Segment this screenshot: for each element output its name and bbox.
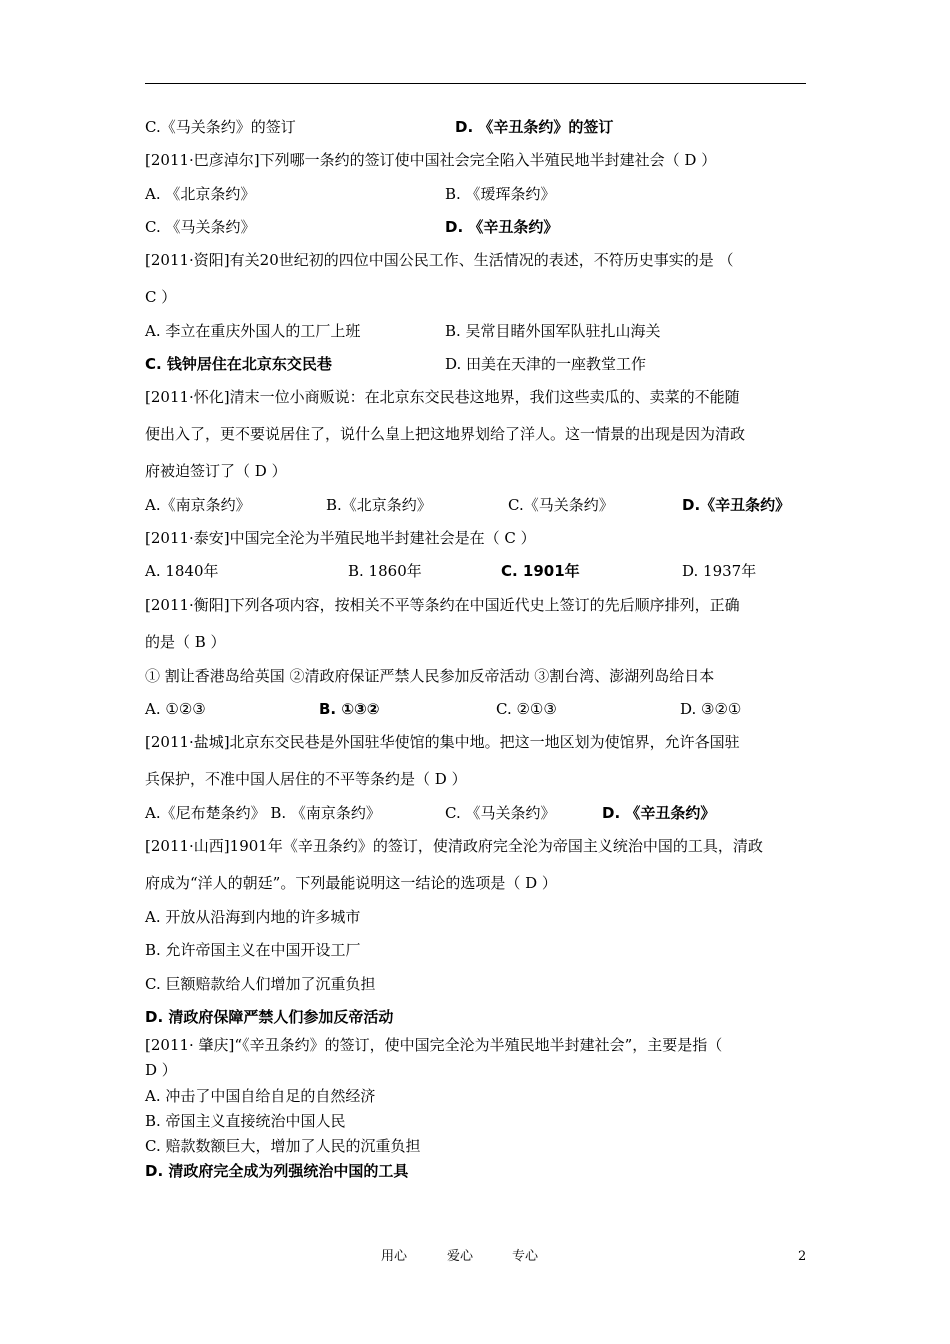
line-segment: A.《尼布楚条约》 B. 《南京条约》: [145, 804, 381, 822]
line-segment: A.《南京条约》: [145, 496, 251, 514]
line-segment: B. 吴常目睹外国军队驻扎山海关: [445, 322, 661, 340]
line-segment: C. 《马关条约》: [445, 804, 556, 822]
line-segment: C.《马关条约》: [508, 496, 614, 514]
line-segment: [2011·巴彦淖尔]下列哪一条约的签订使中国社会完全陷入半殖民地半封建社会（ D ）: [145, 151, 717, 169]
footer-slogan-1: 用心: [381, 1249, 408, 1264]
line-segment: B. 1860年: [348, 562, 422, 580]
line-segment: [2011· 肇庆]“《辛丑条约》的签订，使中国完全沦为半殖民地半封建社会”，主要是指（: [145, 1036, 723, 1054]
line-segment: C. 巨额赔款给人们增加了沉重负担: [145, 975, 376, 993]
line-segment: 府被迫签订了（ D ）: [145, 462, 287, 480]
line-segment: A. 开放从沿海到内地的许多城市: [145, 908, 361, 926]
answer-text: D. 《辛丑条约》的签订: [455, 118, 614, 136]
line-segment: 兵保护，不准中国人居住的不平等条约是（ D ）: [145, 770, 467, 788]
line-segment: A. ①②③: [145, 700, 206, 718]
line-segment: D ）: [145, 1061, 177, 1079]
line-segment: [2011·盐城]北京东交民巷是外国驻华使馆的集中地。把这一地区划为使馆界，允许各国驻: [145, 733, 740, 751]
answer-text: D. 《辛丑条约》: [445, 218, 559, 236]
line-segment: D. 1937年: [682, 562, 757, 580]
line-segment: C. ②①③: [496, 700, 557, 718]
line-segment: 府成为“洋人的朝廷”。下列最能说明这一结论的选项是（ D ）: [145, 874, 557, 892]
line-segment: C.《马关条约》的签订: [145, 118, 296, 136]
line-segment: [2011·怀化]清末一位小商贩说：在北京东交民巷这地界，我们这些卖瓜的、卖菜的不能随: [145, 388, 740, 406]
answer-text: D.《辛丑条约》: [682, 496, 791, 514]
answer-text: C. 钱钟居住在北京东交民巷: [145, 355, 332, 373]
line-segment: C. 赔款数额巨大，增加了人民的沉重负担: [145, 1137, 421, 1155]
line-segment: B. 允许帝国主义在中国开设工厂: [145, 941, 361, 959]
line-segment: 便出入了，更不要说居住了，说什么皇上把这地界划给了洋人。这一情景的出现是因为清政: [145, 425, 746, 443]
line-segment: D. ③②①: [680, 700, 742, 718]
answer-text: D. 《辛丑条约》: [602, 804, 716, 822]
line-segment: B. 帝国主义直接统治中国人民: [145, 1112, 346, 1130]
footer-slogan-3: 专心: [512, 1249, 539, 1264]
line-segment: B. 《瑷珲条约》: [445, 185, 556, 203]
line-segment: C. 《马关条约》: [145, 218, 256, 236]
line-segment: B.《北京条约》: [326, 496, 432, 514]
line-segment: D. 田美在天津的一座教堂工作: [445, 355, 647, 373]
header-rule: [145, 83, 806, 84]
line-segment: C ）: [145, 288, 177, 306]
answer-text: C. 1901年: [501, 562, 580, 580]
line-segment: A. 《北京条约》: [145, 185, 256, 203]
line-segment: [2011·山西]1901年《辛丑条约》的签订，使清政府完全沦为帝国主义统治中国的工具，清政: [145, 837, 763, 855]
line-segment: [2011·衡阳]下列各项内容，按相关不平等条约在中国近代史上签订的先后顺序排列，正确: [145, 596, 740, 614]
answer-text: D. 清政府保障严禁人们参加反帝活动: [145, 1008, 394, 1026]
line-segment: [2011·资阳]有关20世纪初的四位中国公民工作、生活情况的表述，不符历史事实的是 （: [145, 251, 734, 269]
page-number: 2: [798, 1249, 807, 1264]
line-segment: A. 李立在重庆外国人的工厂上班: [145, 322, 361, 340]
answer-text: B. ①③②: [319, 700, 380, 718]
footer-slogan-2: 爱心: [447, 1249, 474, 1264]
line-segment: ① 割让香港岛给英国 ②清政府保证严禁人民参加反帝活动 ③割台湾、澎湖列岛给日本: [145, 667, 715, 685]
line-segment: A. 1840年: [145, 562, 219, 580]
line-segment: [2011·泰安]中国完全沦为半殖民地半封建社会是在（ C ）: [145, 529, 536, 547]
answer-text: D. 清政府完全成为列强统治中国的工具: [145, 1162, 409, 1180]
line-segment: A. 冲击了中国自给自足的自然经济: [145, 1087, 376, 1105]
line-segment: 的是（ B ）: [145, 633, 226, 651]
